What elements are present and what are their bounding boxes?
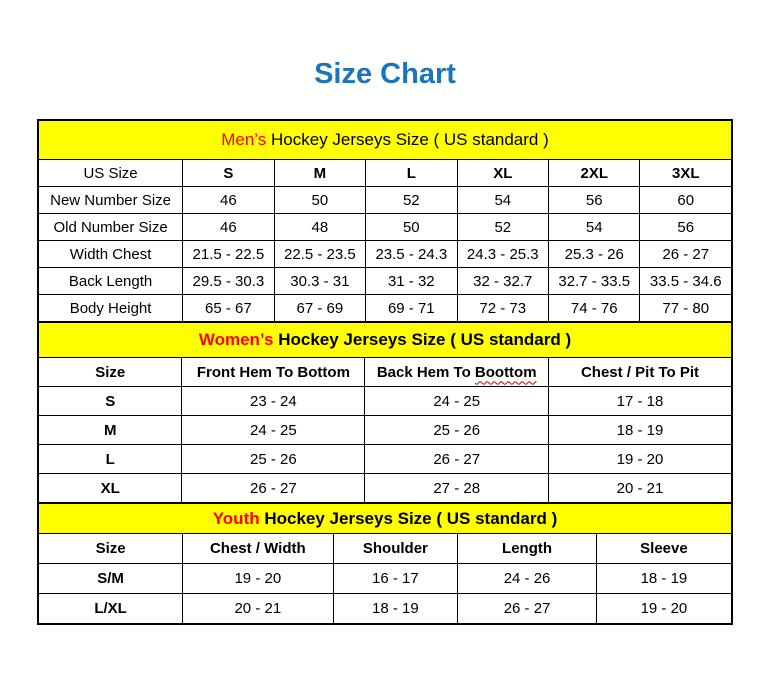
table-cell: 26 - 27 bbox=[640, 241, 732, 268]
table-cell: 26 - 27 bbox=[365, 445, 549, 474]
section-caption-text: Hockey Jerseys Size ( US standard ) bbox=[273, 330, 572, 349]
table-cell: 56 bbox=[640, 214, 732, 241]
column-header: Front Hem To Bottom bbox=[182, 358, 365, 387]
column-header: S bbox=[183, 160, 274, 187]
row-label: S/M bbox=[39, 564, 183, 594]
youth-table-body bbox=[39, 564, 732, 624]
table-cell: 20 - 21 bbox=[183, 594, 333, 624]
table-cell: 25 - 26 bbox=[182, 445, 365, 474]
youth-size-table bbox=[38, 503, 732, 624]
table-cell: 24 - 25 bbox=[182, 416, 365, 445]
section-caption-highlight: Youth bbox=[212, 508, 260, 528]
table-cell: 17 - 18 bbox=[549, 387, 732, 416]
table-row bbox=[39, 295, 732, 322]
table-cell: 50 bbox=[366, 214, 457, 241]
table-row bbox=[39, 387, 732, 416]
table-cell: 67 - 69 bbox=[274, 295, 365, 322]
table-cell: 19 - 20 bbox=[183, 564, 333, 594]
womens-header-row bbox=[39, 358, 732, 387]
row-label: New Number Size bbox=[39, 187, 183, 214]
table-cell: 16 - 17 bbox=[333, 564, 458, 594]
table-row bbox=[39, 268, 732, 295]
table-cell: 33.5 - 34.6 bbox=[640, 268, 732, 295]
misspelled-word-squiggle: Boottom bbox=[474, 363, 537, 381]
mens-header-row bbox=[39, 160, 732, 187]
table-cell: 18 - 19 bbox=[549, 416, 732, 445]
column-header-text: Back Hem To bbox=[376, 363, 475, 381]
youth-section-band bbox=[39, 504, 732, 534]
column-header: Chest / Width bbox=[183, 534, 333, 564]
section-caption bbox=[39, 323, 732, 358]
table-cell: 69 - 71 bbox=[366, 295, 457, 322]
table-cell: 54 bbox=[457, 187, 548, 214]
table-cell: 46 bbox=[183, 214, 274, 241]
table-cell: 74 - 76 bbox=[549, 295, 640, 322]
table-cell: 19 - 20 bbox=[596, 594, 731, 624]
section-caption-highlight: Women’s bbox=[198, 330, 274, 349]
section-caption bbox=[39, 121, 732, 160]
youth-header-row bbox=[39, 534, 732, 564]
table-row bbox=[39, 416, 732, 445]
table-cell: 32 - 32.7 bbox=[457, 268, 548, 295]
table-cell: 60 bbox=[640, 187, 732, 214]
table-row bbox=[39, 474, 732, 503]
mens-size-table bbox=[38, 120, 732, 322]
table-cell: 54 bbox=[549, 214, 640, 241]
table-row bbox=[39, 241, 732, 268]
table-cell: 30.3 - 31 bbox=[274, 268, 365, 295]
row-label: L/XL bbox=[39, 594, 183, 624]
row-label: Width Chest bbox=[39, 241, 183, 268]
section-caption-text: Hockey Jerseys Size ( US standard ) bbox=[266, 130, 549, 149]
table-cell: 29.5 - 30.3 bbox=[183, 268, 274, 295]
column-header: Size bbox=[39, 534, 183, 564]
table-cell: 26 - 27 bbox=[458, 594, 597, 624]
column-header: Chest / Pit To Pit bbox=[549, 358, 732, 387]
row-label: L bbox=[39, 445, 182, 474]
table-row bbox=[39, 214, 732, 241]
womens-size-table bbox=[38, 322, 732, 503]
table-cell: 26 - 27 bbox=[182, 474, 365, 503]
column-header: Length bbox=[458, 534, 597, 564]
table-cell: 48 bbox=[274, 214, 365, 241]
row-label: XL bbox=[39, 474, 182, 503]
table-cell: 32.7 - 33.5 bbox=[549, 268, 640, 295]
column-header: Size bbox=[39, 358, 182, 387]
row-label: Body Height bbox=[39, 295, 183, 322]
table-cell: 20 - 21 bbox=[549, 474, 732, 503]
column-header: 2XL bbox=[549, 160, 640, 187]
table-cell: 24 - 25 bbox=[365, 387, 549, 416]
table-row bbox=[39, 187, 732, 214]
table-cell: 56 bbox=[549, 187, 640, 214]
column-header: Shoulder bbox=[333, 534, 458, 564]
table-cell: 25.3 - 26 bbox=[549, 241, 640, 268]
column-header bbox=[365, 358, 549, 387]
table-cell: 21.5 - 22.5 bbox=[183, 241, 274, 268]
table-row bbox=[39, 564, 732, 594]
row-label: S bbox=[39, 387, 182, 416]
row-label: Back Length bbox=[39, 268, 183, 295]
womens-table-body bbox=[39, 387, 732, 503]
size-chart bbox=[37, 119, 733, 625]
table-cell: 23 - 24 bbox=[182, 387, 365, 416]
table-row bbox=[39, 445, 732, 474]
table-cell: 27 - 28 bbox=[365, 474, 549, 503]
column-header: Sleeve bbox=[596, 534, 731, 564]
table-cell: 22.5 - 23.5 bbox=[274, 241, 365, 268]
table-cell: 18 - 19 bbox=[333, 594, 458, 624]
mens-table-body bbox=[39, 187, 732, 322]
table-cell: 24.3 - 25.3 bbox=[457, 241, 548, 268]
table-cell: 18 - 19 bbox=[596, 564, 731, 594]
womens-section-band bbox=[39, 323, 732, 358]
table-cell: 46 bbox=[183, 187, 274, 214]
table-cell: 77 - 80 bbox=[640, 295, 732, 322]
section-caption bbox=[39, 504, 732, 534]
column-header: M bbox=[274, 160, 365, 187]
table-cell: 65 - 67 bbox=[183, 295, 274, 322]
table-cell: 31 - 32 bbox=[366, 268, 457, 295]
column-header: US Size bbox=[39, 160, 183, 187]
section-caption-highlight: Men’s bbox=[221, 130, 267, 149]
table-cell: 52 bbox=[366, 187, 457, 214]
row-label: M bbox=[39, 416, 182, 445]
column-header: XL bbox=[457, 160, 548, 187]
column-header: 3XL bbox=[640, 160, 732, 187]
page-title: Size Chart bbox=[314, 58, 456, 90]
table-cell: 25 - 26 bbox=[365, 416, 549, 445]
column-header: L bbox=[366, 160, 457, 187]
table-cell: 24 - 26 bbox=[458, 564, 597, 594]
table-row bbox=[39, 594, 732, 624]
table-cell: 23.5 - 24.3 bbox=[366, 241, 457, 268]
table-cell: 19 - 20 bbox=[549, 445, 732, 474]
row-label: Old Number Size bbox=[39, 214, 183, 241]
table-cell: 50 bbox=[274, 187, 365, 214]
section-caption-text: Hockey Jerseys Size ( US standard ) bbox=[259, 508, 558, 528]
table-cell: 72 - 73 bbox=[457, 295, 548, 322]
table-cell: 52 bbox=[457, 214, 548, 241]
mens-section-band bbox=[39, 121, 732, 160]
